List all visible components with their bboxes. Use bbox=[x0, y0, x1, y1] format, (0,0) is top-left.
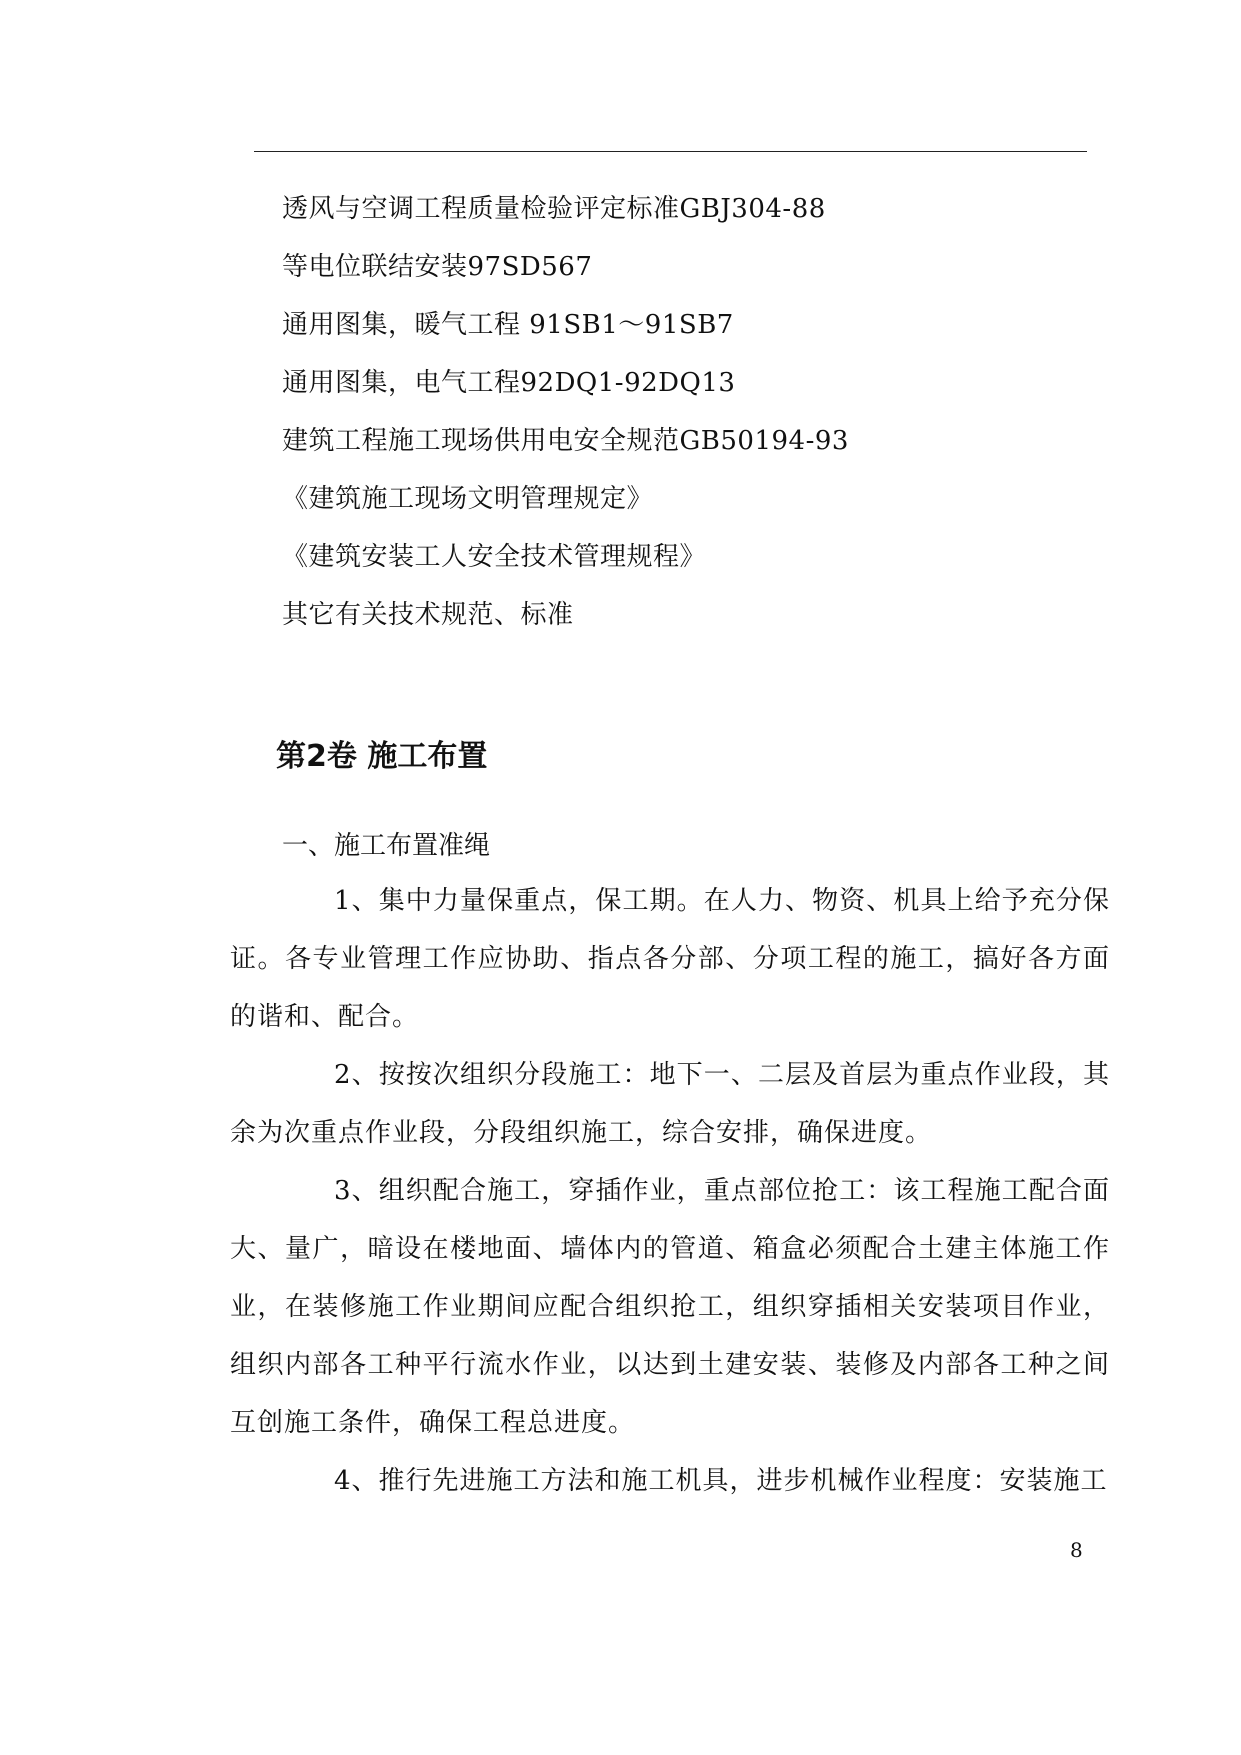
reference-line: 透风与空调工程质量检验评定标准GBJ304-88 bbox=[282, 194, 826, 224]
paragraph: 3、组织配合施工，穿插作业，重点部位抢工：该工程施工配合面大、量广，暗设在楼地面、墙体内的管道、箱盒必须配合土建主体施工作业，在装修施工作业期间应配合组织抢工，组织穿插相关安装项目作业，组织内部各工种平行流水作业，以达到土建安装、装修及内部各工种之间互创施工条件，确保工程总进度。 bbox=[230, 1176, 1110, 1438]
section-subtitle: 一、施工布置准绳 bbox=[282, 831, 491, 861]
reference-line: 《建筑施工现场文明管理规定》 bbox=[282, 484, 654, 514]
reference-line: 建筑工程施工现场供用电安全规范GB50194-93 bbox=[282, 426, 849, 456]
page-number: 8 bbox=[1070, 1538, 1083, 1562]
paragraph: 2、按按次组织分段施工：地下一、二层及首层为重点作业段，其余为次重点作业段，分段组织施工，综合安排，确保进度。 bbox=[230, 1060, 1110, 1148]
reference-line: 其它有关技术规范、标准 bbox=[282, 600, 574, 630]
reference-line: 通用图集，电气工程92DQ1-92DQ13 bbox=[282, 368, 736, 398]
header-rule bbox=[254, 151, 1087, 152]
section-title: 第2卷 施工布置 bbox=[276, 739, 488, 774]
reference-line: 等电位联结安装97SD567 bbox=[282, 252, 593, 282]
reference-line: 《建筑安装工人安全技术管理规程》 bbox=[282, 542, 707, 572]
paragraph: 4、推行先进施工方法和施工机具，进步机械作业程度：安装施工 bbox=[334, 1466, 1108, 1496]
reference-line: 通用图集，暖气工程 91SB1～91SB7 bbox=[282, 310, 734, 340]
paragraph: 1、集中力量保重点，保工期。在人力、物资、机具上给予充分保证。各专业管理工作应协助、指点各分部、分项工程的施工，搞好各方面的谐和、配合。 bbox=[230, 886, 1110, 1032]
